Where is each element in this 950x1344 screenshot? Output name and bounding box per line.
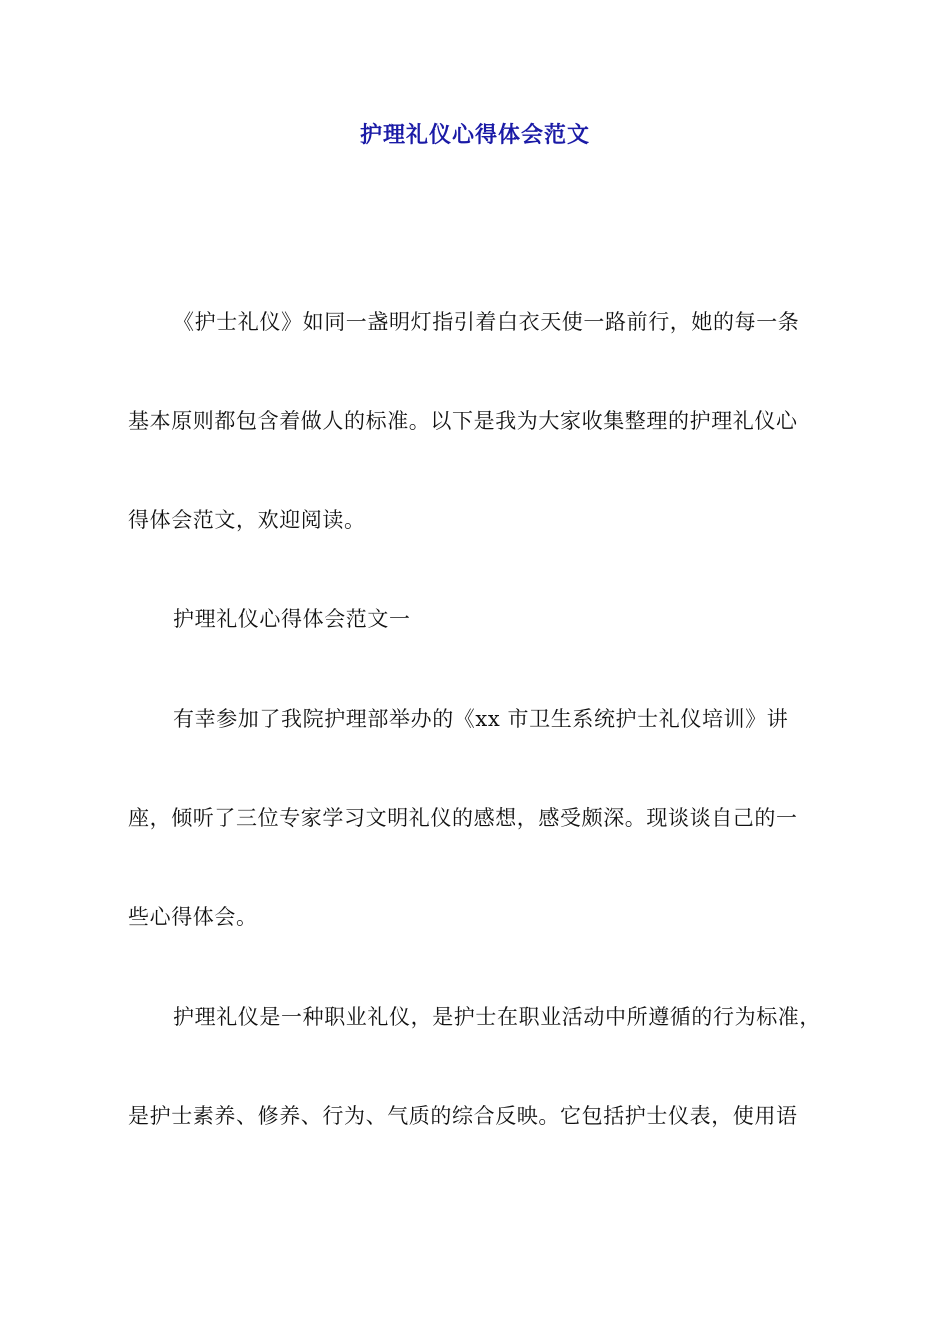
paragraph-2-line-1: 有幸参加了我院护理部举办的《xx 市卫生系统护士礼仪培训》讲 [173, 707, 789, 731]
document-title: 护理礼仪心得体会范文 [359, 123, 590, 148]
paragraph-3-line-2: 是护士素养、修养、行为、气质的综合反映。它包括护士仪表，使用语 [128, 1104, 798, 1128]
paragraph-2-line-2: 座，倾听了三位专家学习文明礼仪的感想，感受颇深。现谈谈自己的一 [128, 806, 798, 830]
section-heading: 护理礼仪心得体会范文一 [173, 607, 411, 631]
paragraph-2-line-3: 些心得体会。 [128, 905, 258, 929]
paragraph-1-line-3: 得体会范文，欢迎阅读。 [128, 508, 366, 532]
paragraph-3-line-1: 护理礼仪是一种职业礼仪，是护士在职业活动中所遵循的行为标准， [173, 1005, 821, 1029]
paragraph-1-line-2: 基本原则都包含着做人的标准。以下是我为大家收集整理的护理礼仪心 [128, 409, 798, 433]
paragraph-1-line-1: 《护士礼仪》如同一盏明灯指引着白衣天使一路前行，她的每一条 [173, 310, 800, 334]
